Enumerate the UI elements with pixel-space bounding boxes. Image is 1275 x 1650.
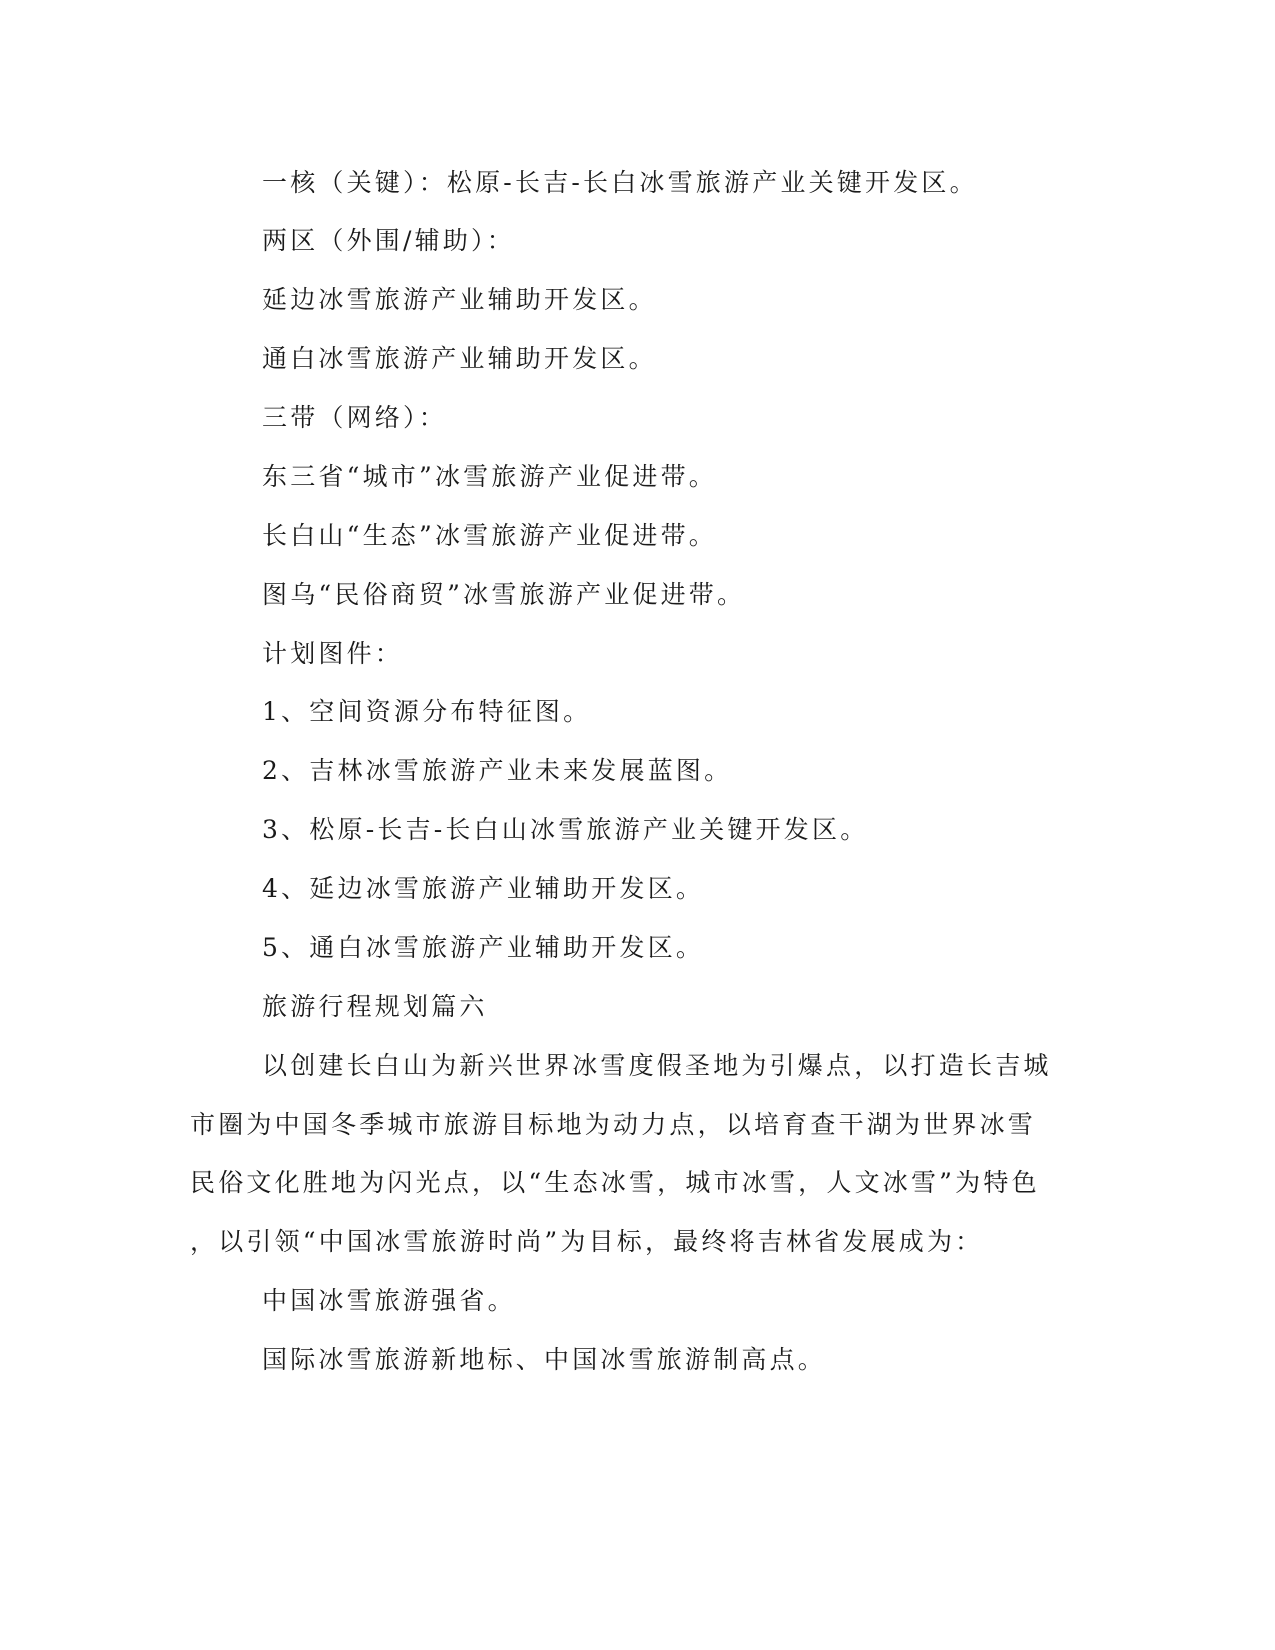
paragraph-line: 市圈为中国冬季城市旅游目标地为动力点，以培育查干湖为世界冰雪 (190, 1110, 1037, 1139)
text-line: 长白山“生态”冰雪旅游产业促进带。 (262, 521, 717, 550)
text-line: 图乌“民俗商贸”冰雪旅游产业促进带。 (262, 580, 746, 609)
paragraph-line: ，以引领“中国冰雪旅游时尚”为目标，最终将吉林省发展成为： (190, 1227, 984, 1256)
text-line: 5、通白冰雪旅游产业辅助开发区。 (262, 933, 705, 962)
text-line: 计划图件： (262, 639, 404, 668)
text-line: 延边冰雪旅游产业辅助开发区。 (262, 285, 657, 314)
text-line: 三带（网络）： (262, 403, 447, 432)
text-line: 3、松原-长吉-长白山冰雪旅游产业关键开发区。 (262, 815, 869, 844)
text-line: 通白冰雪旅游产业辅助开发区。 (262, 344, 657, 373)
paragraph-line: 以创建长白山为新兴世界冰雪度假圣地为引爆点，以打造长吉城 (262, 1051, 1052, 1080)
text-line: 一核（关键）：松原-长吉-长白冰雪旅游产业关键开发区。 (262, 168, 978, 197)
text-line: 1、空间资源分布特征图。 (262, 697, 592, 726)
text-line: 国际冰雪旅游新地标、中国冰雪旅游制高点。 (262, 1345, 827, 1374)
text-line: 2、吉林冰雪旅游产业未来发展蓝图。 (262, 756, 733, 785)
paragraph-line: 民俗文化胜地为闪光点，以“生态冰雪，城市冰雪，人文冰雪”为特色 (190, 1168, 1040, 1197)
section-heading: 旅游行程规划篇六 (262, 992, 488, 1021)
text-line: 中国冰雪旅游强省。 (262, 1286, 516, 1315)
text-line: 4、延边冰雪旅游产业辅助开发区。 (262, 874, 705, 903)
text-line: 两区（外围/辅助）： (262, 226, 515, 255)
text-line: 东三省“城市”冰雪旅游产业促进带。 (262, 462, 717, 491)
